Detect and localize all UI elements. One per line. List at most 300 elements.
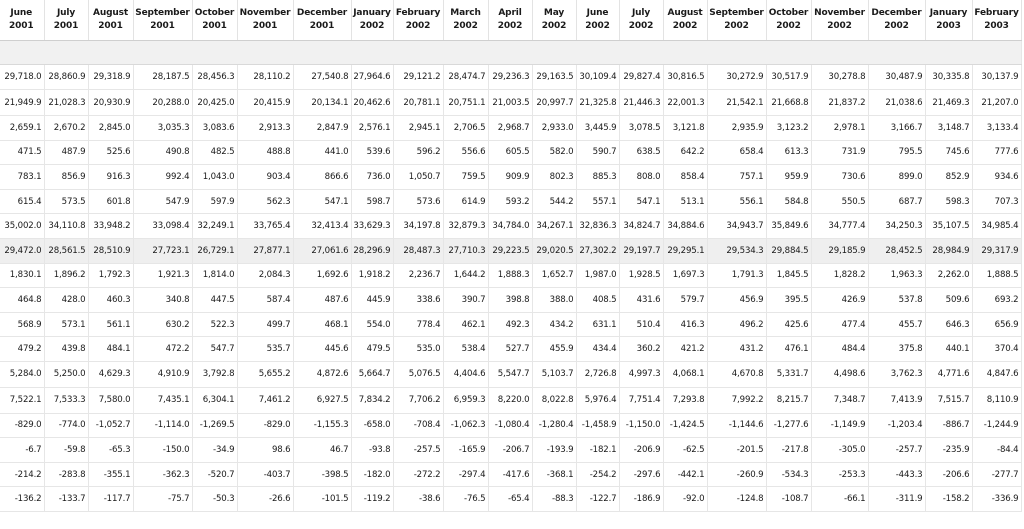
column-header[interactable]: [44, 0, 88, 40]
table-cell: 476.1: [766, 337, 811, 362]
table-cell: 439.8: [44, 337, 88, 362]
table-cell: 32,836.3: [576, 214, 619, 239]
table-cell: 573.1: [44, 312, 88, 337]
table-cell: -50.3: [192, 487, 237, 512]
table-cell: 2,968.7: [488, 116, 532, 141]
column-header[interactable]: [488, 0, 532, 40]
table-cell: 98.6: [237, 438, 293, 463]
column-header-year: 2002: [541, 20, 567, 31]
table-cell: 29,163.5: [532, 64, 576, 90]
table-cell: -1,155.3: [293, 413, 351, 438]
table-cell: 730.6: [811, 165, 868, 190]
table-cell: 5,547.7: [488, 362, 532, 388]
column-header[interactable]: [925, 0, 972, 40]
table-cell: -1,280.4: [532, 413, 576, 438]
table-cell: 28,110.2: [237, 64, 293, 90]
table-cell: -136.2: [0, 487, 44, 512]
table-cell: 428.0: [44, 288, 88, 313]
table-row[interactable]: [0, 462, 1021, 487]
table-cell: -272.2: [393, 462, 443, 487]
table-cell: -65.4: [488, 487, 532, 512]
table-cell: 535.0: [393, 337, 443, 362]
table-cell: 487.9: [44, 140, 88, 165]
table-cell: 28,187.5: [133, 64, 192, 90]
table-cell: 7,515.7: [925, 387, 972, 413]
table-cell: -108.7: [766, 487, 811, 512]
table-cell: 477.4: [811, 312, 868, 337]
table-cell: -886.7: [925, 413, 972, 438]
table-cell: 582.0: [532, 140, 576, 165]
table-cell: 484.1: [88, 337, 133, 362]
column-header-month: April: [498, 7, 522, 18]
table-cell: 3,123.2: [766, 116, 811, 141]
column-header[interactable]: [532, 0, 576, 40]
column-header[interactable]: [393, 0, 443, 40]
table-cell: 4,872.6: [293, 362, 351, 388]
table-row[interactable]: [0, 189, 1021, 214]
table-cell: -297.4: [443, 462, 488, 487]
table-cell: -124.8: [707, 487, 766, 512]
table-cell: 1,928.5: [619, 263, 663, 288]
table-cell: -311.9: [868, 487, 925, 512]
table-cell: 33,629.3: [351, 214, 393, 239]
table-cell: 899.0: [868, 165, 925, 190]
table-cell: 22,001.3: [663, 90, 707, 116]
column-header[interactable]: [811, 0, 868, 40]
table-cell: -1,080.4: [488, 413, 532, 438]
table-cell: -254.2: [576, 462, 619, 487]
table-cell: -214.2: [0, 462, 44, 487]
table-cell: -257.7: [868, 438, 925, 463]
table-cell: 20,425.0: [192, 90, 237, 116]
table-cell: -443.3: [868, 462, 925, 487]
column-header[interactable]: [88, 0, 133, 40]
table-cell: -1,114.0: [133, 413, 192, 438]
table-cell: 21,837.2: [811, 90, 868, 116]
table-cell: -206.7: [488, 438, 532, 463]
table-cell: 856.9: [44, 165, 88, 190]
table-cell: 21,028.3: [44, 90, 88, 116]
column-header-year: 2002: [405, 20, 431, 31]
column-header-year: 2002: [724, 20, 749, 31]
table-cell: 1,652.7: [532, 263, 576, 288]
column-header[interactable]: [707, 0, 766, 40]
table-cell: 426.9: [811, 288, 868, 313]
table-row[interactable]: [0, 413, 1021, 438]
column-header-month: March: [450, 7, 481, 18]
table-cell: 3,792.8: [192, 362, 237, 388]
table-cell: 35,849.6: [766, 214, 811, 239]
table-cell: 29,827.4: [619, 64, 663, 90]
table-cell: 527.7: [488, 337, 532, 362]
table-cell: 866.6: [293, 165, 351, 190]
table-cell: -88.3: [532, 487, 576, 512]
table-cell: -417.6: [488, 462, 532, 487]
table-cell: 2,845.0: [88, 116, 133, 141]
header-row: [0, 0, 1021, 40]
table-cell: 20,288.0: [133, 90, 192, 116]
table-cell: 398.8: [488, 288, 532, 313]
table-row[interactable]: [0, 239, 1021, 264]
table-cell: 375.8: [868, 337, 925, 362]
table-cell: 7,413.9: [868, 387, 925, 413]
table-cell: 7,580.0: [88, 387, 133, 413]
table-cell: 757.1: [707, 165, 766, 190]
table-cell: 34,884.6: [663, 214, 707, 239]
column-header[interactable]: [619, 0, 663, 40]
table-cell: -403.7: [237, 462, 293, 487]
column-header-year: 2002: [628, 20, 654, 31]
table-row[interactable]: [0, 214, 1021, 239]
table-cell: 2,236.7: [393, 263, 443, 288]
table-row[interactable]: [0, 337, 1021, 362]
table-cell: 20,415.9: [237, 90, 293, 116]
table-cell: -93.8: [351, 438, 393, 463]
column-header-year: 2002: [497, 20, 523, 31]
column-header-month: December: [871, 7, 922, 18]
table-cell: 390.7: [443, 288, 488, 313]
column-header[interactable]: [663, 0, 707, 40]
table-cell: 20,781.1: [393, 90, 443, 116]
table-cell: -277.7: [972, 462, 1021, 487]
table-cell: 513.1: [663, 189, 707, 214]
table-body: [0, 40, 1021, 512]
table-cell: -1,458.9: [576, 413, 619, 438]
table-cell: 858.4: [663, 165, 707, 190]
column-header-month: July: [631, 7, 651, 18]
table-cell: 5,655.2: [237, 362, 293, 388]
table-cell: 554.0: [351, 312, 393, 337]
table-cell: 408.5: [576, 288, 619, 313]
table-cell: 7,348.7: [811, 387, 868, 413]
table-cell: 8,110.9: [972, 387, 1021, 413]
table-cell: -165.9: [443, 438, 488, 463]
table-cell: 447.5: [192, 288, 237, 313]
table-cell: 27,302.2: [576, 239, 619, 264]
table-cell: 35,107.5: [925, 214, 972, 239]
table-cell: 29,223.5: [488, 239, 532, 264]
table-cell: 6,304.1: [192, 387, 237, 413]
table-cell: 487.6: [293, 288, 351, 313]
table-cell: 7,522.1: [0, 387, 44, 413]
table-cell: -101.5: [293, 487, 351, 512]
table-cell: 29,121.2: [393, 64, 443, 90]
column-header[interactable]: [576, 0, 619, 40]
column-header[interactable]: [237, 0, 293, 40]
table-cell: 4,771.6: [925, 362, 972, 388]
table-cell: 29,236.3: [488, 64, 532, 90]
table-cell: 1,830.1: [0, 263, 44, 288]
table-cell: 431.6: [619, 288, 663, 313]
table-cell: 27,723.1: [133, 239, 192, 264]
table-cell: -774.0: [44, 413, 88, 438]
table-cell: 598.3: [925, 189, 972, 214]
column-header-month: August: [667, 7, 703, 18]
table-cell: -38.6: [393, 487, 443, 512]
table-cell: 32,413.4: [293, 214, 351, 239]
table-cell: 340.8: [133, 288, 192, 313]
table-cell: 8,215.7: [766, 387, 811, 413]
table-cell: 615.4: [0, 189, 44, 214]
table-row[interactable]: [0, 263, 1021, 288]
table-cell: -658.0: [351, 413, 393, 438]
table-cell: 30,487.9: [868, 64, 925, 90]
table-cell: 556.1: [707, 189, 766, 214]
table-cell: -158.2: [925, 487, 972, 512]
column-header[interactable]: [868, 0, 925, 40]
table-cell: 27,710.3: [443, 239, 488, 264]
table-cell: 1,644.2: [443, 263, 488, 288]
column-header-month: October: [194, 7, 235, 18]
column-header-month: February: [395, 7, 441, 18]
table-row[interactable]: [0, 165, 1021, 190]
table-cell: 573.5: [44, 189, 88, 214]
column-header[interactable]: [133, 0, 192, 40]
table-cell: 1,963.3: [868, 263, 925, 288]
column-header-year: 2001: [98, 20, 123, 31]
column-header[interactable]: [443, 0, 488, 40]
table-cell: 479.2: [0, 337, 44, 362]
table-cell: -362.3: [133, 462, 192, 487]
table-cell: 1,921.3: [133, 263, 192, 288]
table-cell: -297.6: [619, 462, 663, 487]
table-cell: 30,816.5: [663, 64, 707, 90]
table-cell: -193.9: [532, 438, 576, 463]
table-cell: 32,249.1: [192, 214, 237, 239]
table-cell: 509.6: [925, 288, 972, 313]
table-cell: -257.5: [393, 438, 443, 463]
table-cell: 28,860.9: [44, 64, 88, 90]
table-cell: 20,751.1: [443, 90, 488, 116]
table-cell: -355.1: [88, 462, 133, 487]
table-cell: 460.3: [88, 288, 133, 313]
table-cell: -1,277.6: [766, 413, 811, 438]
table-cell: 21,542.1: [707, 90, 766, 116]
table-cell: 539.6: [351, 140, 393, 165]
table-cell: 795.5: [868, 140, 925, 165]
table-row[interactable]: [0, 438, 1021, 463]
table-cell: -398.5: [293, 462, 351, 487]
table-cell: 2,847.9: [293, 116, 351, 141]
table-cell: 2,935.9: [707, 116, 766, 141]
table-cell: 20,930.9: [88, 90, 133, 116]
blank-row: [0, 40, 1021, 64]
table-cell: 547.9: [133, 189, 192, 214]
table-cell: 3,133.4: [972, 116, 1021, 141]
table-row[interactable]: [0, 288, 1021, 313]
table-cell: -336.9: [972, 487, 1021, 512]
table-row[interactable]: [0, 362, 1021, 388]
table-cell: 6,927.5: [293, 387, 351, 413]
table-cell: 597.9: [192, 189, 237, 214]
table-cell: -1,244.9: [972, 413, 1021, 438]
table-cell: 1,918.2: [351, 263, 393, 288]
table-cell: 370.4: [972, 337, 1021, 362]
column-header[interactable]: [0, 0, 44, 40]
table-cell: -283.8: [44, 462, 88, 487]
table-cell: 464.8: [0, 288, 44, 313]
column-header[interactable]: [766, 0, 811, 40]
table-cell: 21,949.9: [0, 90, 44, 116]
table-cell: 1,692.6: [293, 263, 351, 288]
table-row[interactable]: [0, 64, 1021, 90]
column-header[interactable]: [351, 0, 393, 40]
table-cell: -1,062.3: [443, 413, 488, 438]
table-cell: 693.2: [972, 288, 1021, 313]
table-cell: 34,110.8: [44, 214, 88, 239]
table-cell: 631.1: [576, 312, 619, 337]
table-cell: 2,978.1: [811, 116, 868, 141]
table-cell: 2,945.1: [393, 116, 443, 141]
column-header-month: February: [974, 7, 1019, 18]
table-cell: 4,629.3: [88, 362, 133, 388]
table-cell: 638.5: [619, 140, 663, 165]
table-cell: 658.4: [707, 140, 766, 165]
column-header-month: June: [586, 7, 609, 18]
table-row[interactable]: [0, 387, 1021, 413]
table-cell: 538.4: [443, 337, 488, 362]
table-row[interactable]: [0, 90, 1021, 116]
column-header-month: December: [296, 7, 348, 18]
table-cell: 3,121.8: [663, 116, 707, 141]
table-cell: 28,296.9: [351, 239, 393, 264]
table-cell: 909.9: [488, 165, 532, 190]
table-cell: 21,003.5: [488, 90, 532, 116]
table-cell: 1,888.5: [972, 263, 1021, 288]
table-row[interactable]: [0, 116, 1021, 141]
table-cell: 33,098.4: [133, 214, 192, 239]
table-cell: 7,533.3: [44, 387, 88, 413]
table-cell: 26,729.1: [192, 239, 237, 264]
table-cell: 471.5: [0, 140, 44, 165]
table-cell: 35,002.0: [0, 214, 44, 239]
table-cell: 468.1: [293, 312, 351, 337]
column-header-month: January: [353, 7, 391, 18]
table-cell: -520.7: [192, 462, 237, 487]
column-header-month: July: [56, 7, 76, 18]
table-cell: 3,083.6: [192, 116, 237, 141]
column-header-year: 2001: [202, 20, 227, 31]
table-cell: 903.4: [237, 165, 293, 190]
table-cell: -235.9: [925, 438, 972, 463]
table-cell: 1,043.0: [192, 165, 237, 190]
table-cell: 852.9: [925, 165, 972, 190]
table-row[interactable]: [0, 312, 1021, 337]
table-cell: 2,726.8: [576, 362, 619, 388]
table-cell: 28,456.3: [192, 64, 237, 90]
table-cell: 28,984.9: [925, 239, 972, 264]
table-row[interactable]: [0, 140, 1021, 165]
table-cell: 29,318.9: [88, 64, 133, 90]
table-cell: -133.7: [44, 487, 88, 512]
table-cell: 30,517.9: [766, 64, 811, 90]
table-cell: -1,144.6: [707, 413, 766, 438]
column-header-month: May: [543, 7, 565, 18]
table-cell: 21,207.0: [972, 90, 1021, 116]
table-cell: 8,220.0: [488, 387, 532, 413]
table-cell: 388.0: [532, 288, 576, 313]
table-cell: 479.5: [351, 337, 393, 362]
table-cell: 30,335.8: [925, 64, 972, 90]
table-cell: 3,035.3: [133, 116, 192, 141]
table-cell: 2,576.1: [351, 116, 393, 141]
table-cell: 21,469.3: [925, 90, 972, 116]
column-header-month: October: [768, 7, 809, 18]
table-cell: 1,814.0: [192, 263, 237, 288]
table-cell: 562.3: [237, 189, 293, 214]
table-cell: 338.6: [393, 288, 443, 313]
table-cell: -708.4: [393, 413, 443, 438]
table-cell: 34,943.7: [707, 214, 766, 239]
column-header-month: September: [709, 7, 764, 18]
table-cell: 21,325.8: [576, 90, 619, 116]
table-cell: 3,166.7: [868, 116, 925, 141]
table-cell: 499.7: [237, 312, 293, 337]
column-header[interactable]: [972, 0, 1021, 40]
table-cell: 29,020.5: [532, 239, 576, 264]
table-cell: 601.8: [88, 189, 133, 214]
column-header-month: January: [929, 7, 968, 18]
table-cell: 445.6: [293, 337, 351, 362]
column-header-month: November: [239, 7, 291, 18]
column-header[interactable]: [293, 0, 351, 40]
table-cell: 1,791.3: [707, 263, 766, 288]
table-cell: -253.3: [811, 462, 868, 487]
table-row[interactable]: [0, 487, 1021, 512]
table-cell: 32,879.3: [443, 214, 488, 239]
table-cell: 556.6: [443, 140, 488, 165]
table-cell: 482.5: [192, 140, 237, 165]
table-cell: 1,987.0: [576, 263, 619, 288]
table-cell: 992.4: [133, 165, 192, 190]
table-cell: 29,884.5: [766, 239, 811, 264]
table-cell: -6.7: [0, 438, 44, 463]
table-cell: 20,997.7: [532, 90, 576, 116]
column-header-year: 2002: [776, 20, 801, 31]
table-cell: 1,845.5: [766, 263, 811, 288]
table-cell: 490.8: [133, 140, 192, 165]
table-cell: -442.1: [663, 462, 707, 487]
table-cell: 29,317.9: [972, 239, 1021, 264]
table-cell: 4,670.8: [707, 362, 766, 388]
table-cell: 1,896.2: [44, 263, 88, 288]
table-cell: 522.3: [192, 312, 237, 337]
table-cell: 30,278.8: [811, 64, 868, 90]
column-header-year: 2001: [150, 20, 175, 31]
column-header-month: August: [93, 7, 128, 18]
table-cell: 34,784.0: [488, 214, 532, 239]
column-header-year: 2001: [9, 20, 34, 31]
table-cell: 431.2: [707, 337, 766, 362]
column-header[interactable]: [192, 0, 237, 40]
table-cell: 808.0: [619, 165, 663, 190]
table-cell: 4,404.6: [443, 362, 488, 388]
table-cell: -26.6: [237, 487, 293, 512]
table-cell: 557.1: [576, 189, 619, 214]
table-cell: -260.9: [707, 462, 766, 487]
table-cell: 440.1: [925, 337, 972, 362]
table-cell: -1,269.5: [192, 413, 237, 438]
table-cell: 4,498.6: [811, 362, 868, 388]
table-cell: 5,976.4: [576, 387, 619, 413]
table-cell: 745.6: [925, 140, 972, 165]
table-cell: 614.9: [443, 189, 488, 214]
column-header-year: 2002: [672, 20, 698, 31]
table-cell: 4,910.9: [133, 362, 192, 388]
table-cell: 29,295.1: [663, 239, 707, 264]
table-cell: 590.7: [576, 140, 619, 165]
table-cell: -122.7: [576, 487, 619, 512]
